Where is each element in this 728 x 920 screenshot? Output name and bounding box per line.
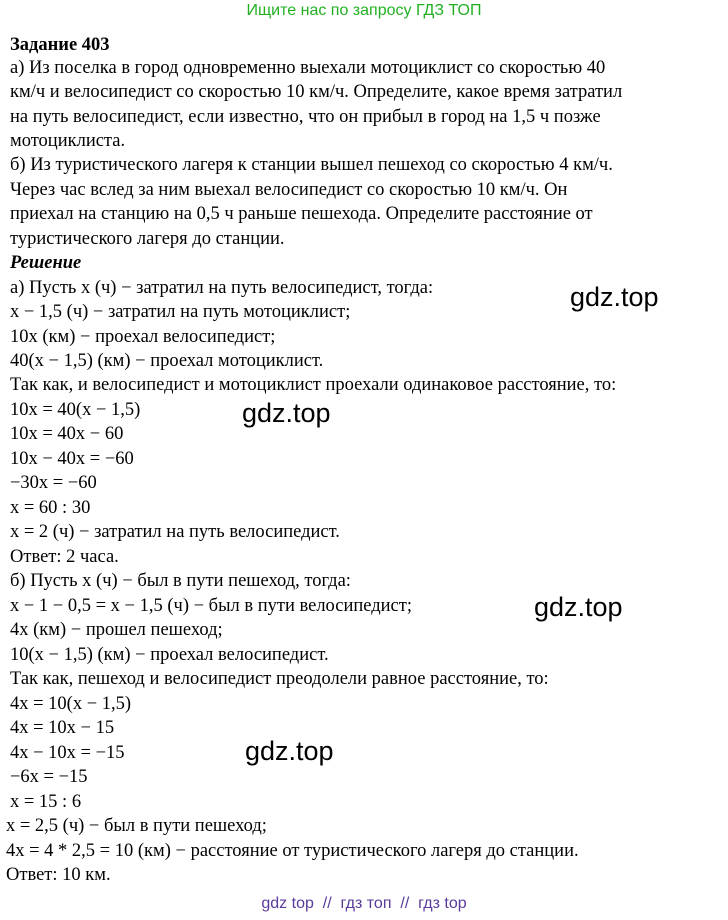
solution-b-line: 4x − 10x = −15 <box>10 743 125 763</box>
solution-b-line: x = 15 : 6 <box>10 792 82 812</box>
task-a-line: мотоциклиста. <box>10 131 126 151</box>
solution-b-line: x = 2,5 (ч) − был в пути пешеход; <box>6 816 267 836</box>
watermark: gdz.top <box>534 592 623 622</box>
footer-links: gdz top // гдз топ // гдз top <box>261 895 467 912</box>
solution-b-line: 4x = 4 * 2,5 = 10 (км) − расстояние от туристического лагеря до станции. <box>6 841 579 861</box>
watermark: gdz.top <box>242 398 331 428</box>
task-b-line: б) Из туристического лагеря к станции вышел пешеход со скоростью 4 км/ч. <box>10 155 613 175</box>
solution-a-line: а) Пусть x (ч) − затратил на путь велосипедист, тогда: <box>10 278 434 298</box>
solution-heading: Решение <box>10 253 82 273</box>
solution-b-line: 10(x − 1,5) (км) − проехал велосипедист. <box>10 645 329 665</box>
solution-b-line: 4x = 10x − 15 <box>10 718 115 738</box>
solution-a-line: x = 60 : 30 <box>10 498 91 518</box>
solution-b-line: Так как, пешеход и велосипедист преодолели равное расстояние, то: <box>10 669 549 689</box>
watermark: gdz.top <box>570 282 659 312</box>
task-b-line: туристического лагеря до станции. <box>10 229 285 249</box>
solution-a-line: 10x = 40x − 60 <box>10 424 124 444</box>
task-a-line: км/ч и велосипедист со скоростью 10 км/ч. Определите, какое время затратил <box>10 82 623 102</box>
task-b-line: Через час вслед за ним выехал велосипедист со скоростью 10 км/ч. Он <box>10 180 568 200</box>
solution-a-line: 10x (км) − проехал велосипедист; <box>10 327 276 347</box>
solution-a-line: Так как, и велосипедист и мотоциклист проехали одинаковое расстояние, то: <box>10 375 617 395</box>
solution-b-line: 4x = 10(x − 1,5) <box>10 694 132 714</box>
solution-b-line: б) Пусть x (ч) − был в пути пешеход, тогда: <box>10 571 351 591</box>
solution-b-line: −6x = −15 <box>10 767 88 787</box>
solution-a-line: x − 1,5 (ч) − затратил на путь мотоциклист; <box>10 302 351 322</box>
answer-b: Ответ: 10 км. <box>6 865 111 885</box>
solution-b-line: x − 1 − 0,5 = x − 1,5 (ч) − был в пути велосипедист; <box>10 596 412 616</box>
top-banner: Ищите нас по запросу ГДЗ ТОП <box>246 2 482 19</box>
watermark: gdz.top <box>245 736 334 766</box>
task-a-line: на путь велосипедист, если известно, что он прибыл в город на 1,5 ч позже <box>10 107 601 127</box>
task-title: Задание 403 <box>10 35 110 55</box>
solution-a-line: 10x = 40(x − 1,5) <box>10 400 141 420</box>
solution-a-line: −30x = −60 <box>10 473 97 493</box>
solution-a-line: 10x − 40x = −60 <box>10 449 134 469</box>
solution-a-line: x = 2 (ч) − затратил на путь велосипедист. <box>10 522 340 542</box>
answer-a: Ответ: 2 часа. <box>10 547 119 567</box>
task-a-line: а) Из поселка в город одновременно выехали мотоциклист со скоростью 40 <box>10 58 606 78</box>
solution-a-line: 40(x − 1,5) (км) − проехал мотоциклист. <box>10 351 324 371</box>
task-b-line: приехал на станцию на 0,5 ч раньше пешехода. Определите расстояние от <box>10 204 593 224</box>
solution-b-line: 4x (км) − прошел пешеход; <box>10 620 223 640</box>
